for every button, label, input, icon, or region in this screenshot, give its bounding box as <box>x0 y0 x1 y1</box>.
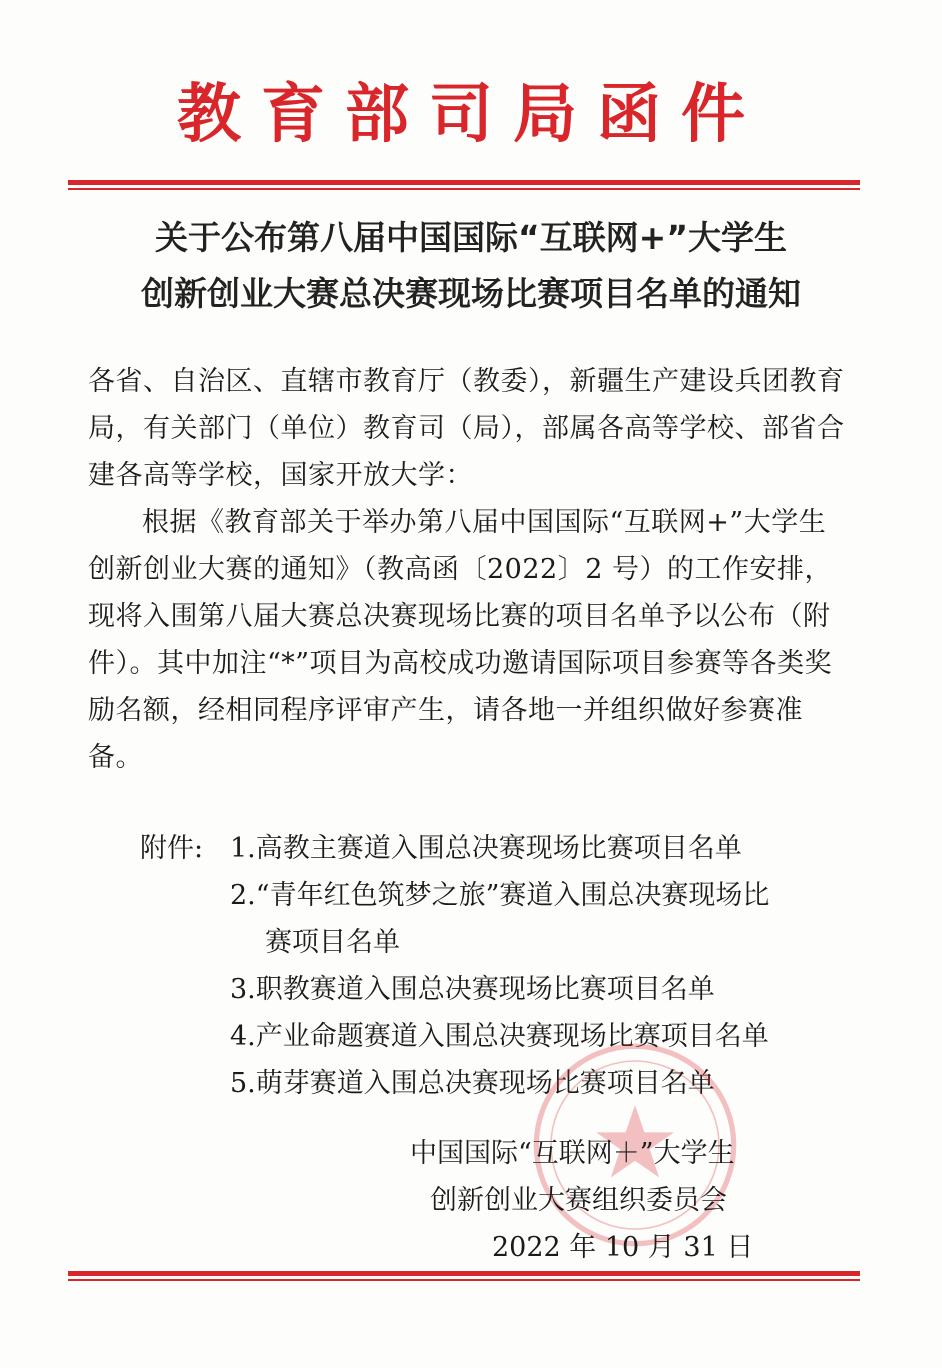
attachment-item: 5.萌芽赛道入围总决赛现场比赛项目名单 <box>230 1068 715 1099</box>
attachment-row <box>140 825 860 872</box>
salutation: 各省、自治区、直辖市教育厅（教委），新疆生产建设兵团教育局，有关部门（单位）教育司（局），部属各高等学校、部省合建各高等学校，国家开放大学： <box>88 366 845 491</box>
attachments-label: 附件: <box>140 833 204 864</box>
document-body <box>88 358 848 781</box>
attachment-item: 3.职教赛道入围总决赛现场比赛项目名单 <box>230 974 715 1005</box>
top-red-rule <box>68 180 860 190</box>
bottom-rule-thick <box>68 1271 860 1276</box>
attachment-item: 1.高教主赛道入围总决赛现场比赛项目名单 <box>230 833 742 864</box>
title-line-1: 关于公布第八届中国国际“互联网+”大学生 <box>154 218 788 257</box>
document-title <box>60 210 882 322</box>
signature-org-line-1: 中国国际“互联网＋”大学生 <box>410 1138 735 1169</box>
signature-date: 2022 年 10 月 31 日 <box>492 1232 754 1263</box>
bottom-rule-thin <box>68 1279 860 1281</box>
masthead: 教育部司局函件 <box>177 78 765 152</box>
main-paragraph: 根据《教育部关于举办第八届中国国际“互联网+”大学生创新创业大赛的通知》（教高函〔2022〕2 号）的工作安排，现将入围第八届大赛总决赛现场比赛的项目名单予以公布（附件）。其中加注“*”项目为高校成功邀请国际项目参赛等各类奖励名额，经相同程序评审产生，请各地一并组织做好参赛准备。 <box>88 507 833 773</box>
signature-org-line-2: 创新创业大赛组织委员会 <box>430 1185 727 1216</box>
signature-block <box>400 1130 820 1271</box>
attachments-list <box>140 825 860 1107</box>
title-line-2: 创新创业大赛总决赛现场比赛项目名单的通知 <box>141 274 801 313</box>
top-rule-thin <box>68 188 860 190</box>
attachment-item: 2.“青年红色筑梦之旅”赛道入围总决赛现场比 <box>230 880 770 911</box>
attachment-item: 4.产业命题赛道入围总决赛现场比赛项目名单 <box>230 1021 769 1052</box>
attachment-item-continued: 赛项目名单 <box>265 927 400 958</box>
top-rule-thick <box>68 180 860 185</box>
bottom-red-rule <box>68 1271 860 1281</box>
